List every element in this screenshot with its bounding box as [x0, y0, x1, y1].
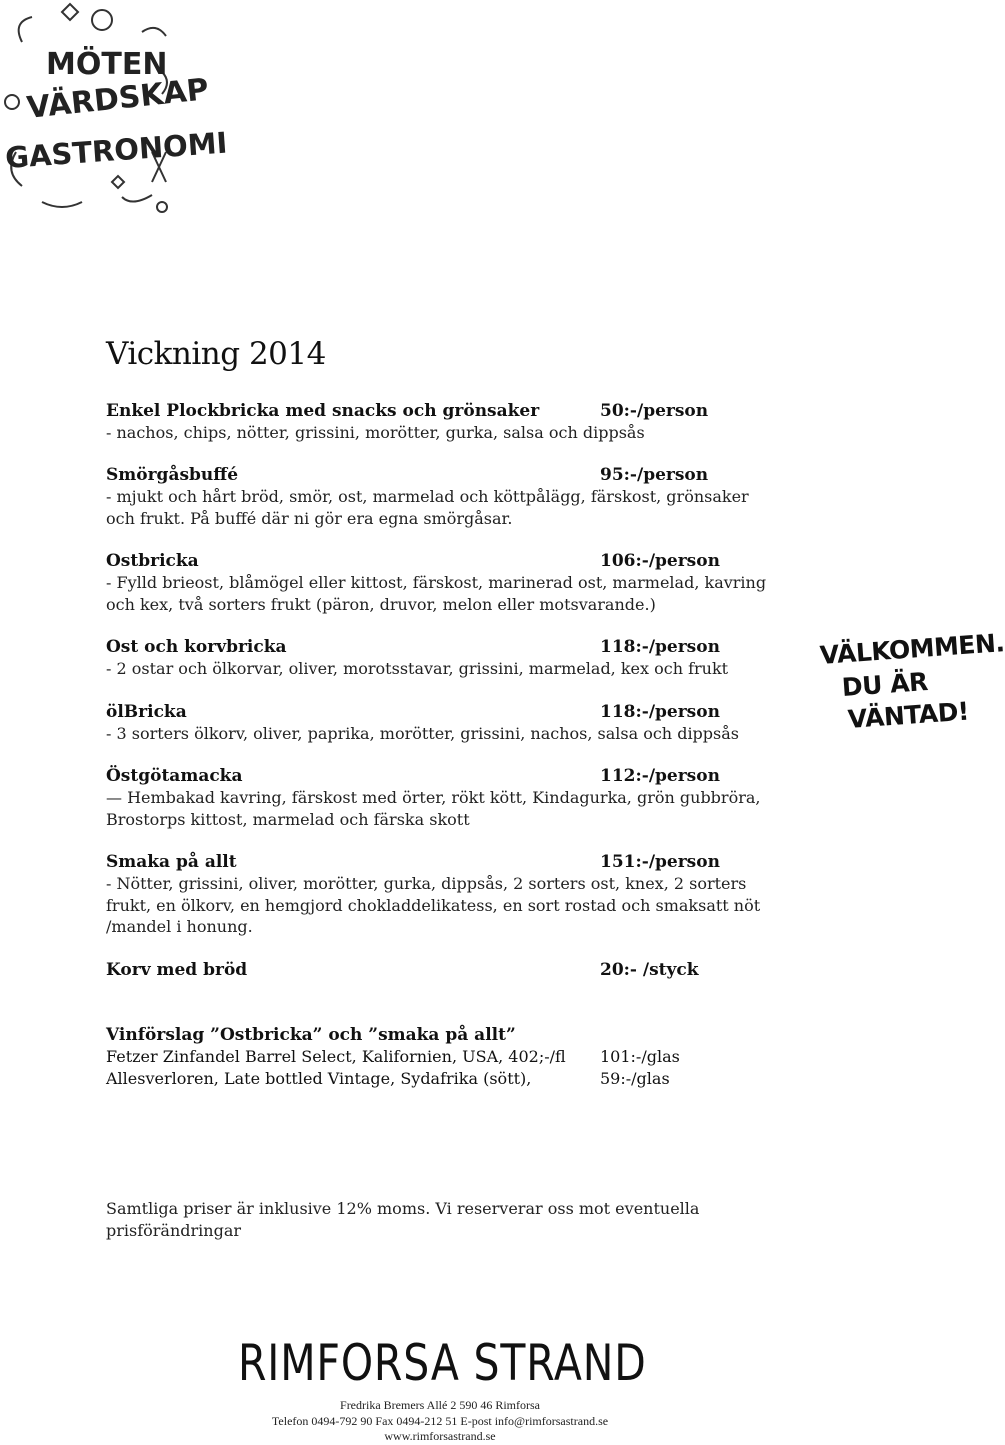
- menu-item-price: 50:-/person: [600, 401, 709, 421]
- page-title: Vickning 2014: [106, 336, 326, 372]
- menu-item-name: Korv med bröd: [106, 960, 248, 980]
- menu-item: [106, 636, 728, 680]
- menu-item-name: Östgötamacka: [106, 766, 243, 786]
- gastronomi-logo: [2, 2, 229, 214]
- menu-item-price: 95:-/person: [600, 465, 709, 485]
- footer-contact: [240, 1398, 640, 1445]
- footer-address: Fredrika Bremers Allé 2 590 46 Rimforsa: [340, 1398, 540, 1412]
- menu-item-price: 20:- /styck: [600, 960, 699, 980]
- menu-item-name: ölBricka: [106, 702, 187, 722]
- menu-item-price: 118:-/person: [600, 637, 720, 657]
- footer-website: www.rimforsastrand.se: [384, 1429, 496, 1443]
- welcome-line-3: VÄNTAD!: [846, 696, 970, 734]
- menu-item-description: - 3 sorters ölkorv, oliver, paprika, morötter, grissini, nachos, salsa och dippsås: [106, 724, 739, 743]
- brand-wordmark: RIMFORSA STRAND: [238, 1334, 647, 1392]
- menu-item-price: 151:-/person: [600, 852, 720, 872]
- menu-item-price: 112:-/person: [600, 766, 720, 786]
- menu-item: [106, 400, 709, 444]
- menu-item-description: - mjukt och hårt bröd, smör, ost, marmelad och köttpålägg, färskost, grönsaker och frukt. På buffé där ni gör era egna smörgåsar.: [106, 487, 749, 528]
- wine-heading: Vinförslag ”Ostbricka” och ”smaka på allt”: [106, 1025, 516, 1045]
- menu-item-description: - 2 ostar och ölkorvar, oliver, morotsstavar, grissini, marmelad, kex och frukt: [106, 659, 729, 678]
- menu-item-name: Enkel Plockbricka med snacks och grönsaker: [106, 401, 540, 421]
- menu-item: [106, 550, 766, 615]
- logo-line-2: VÄRDSKAP: [25, 72, 211, 126]
- wine-row: [106, 1068, 806, 1090]
- menu-item-name: Ostbricka: [106, 551, 199, 571]
- menu-item-name: Smaka på allt: [106, 852, 237, 872]
- wine-price: 101:-/glas: [600, 1047, 680, 1066]
- logo-graphic: [2, 2, 229, 214]
- wine-row: [106, 1046, 806, 1068]
- welcome-line-2: DU ÄR: [840, 667, 929, 702]
- wine-price: 59:-/glas: [600, 1069, 670, 1088]
- wine-name: Allesverloren, Late bottled Vintage, Sydafrika (sött),: [106, 1069, 532, 1088]
- menu-item: [106, 765, 760, 830]
- menu-item: [106, 851, 760, 938]
- menu-item: [106, 701, 739, 745]
- menu-item-description: - nachos, chips, nötter, grissini, morötter, gurka, salsa och dippsås: [106, 423, 645, 442]
- price-note: Samtliga priser är inklusive 12% moms. Vi reserverar oss mot eventuella prisförändringar: [106, 1199, 700, 1240]
- logo-line-1: MÖTEN: [46, 47, 168, 82]
- menu-item-description: - Fylld brieost, blåmögel eller kittost, färskost, marinerad ost, marmelad, kavring och kex, två sorters frukt (päron, druvor, melon eller motsvarande.): [106, 573, 767, 614]
- menu-item: [106, 464, 749, 529]
- footer-phone-email: Telefon 0494-792 90 Fax 0494-212 51 E-post info@rimforsastrand.se: [271, 1413, 609, 1428]
- menu-item-price: 106:-/person: [600, 551, 720, 571]
- welcome-stamp: [818, 628, 1005, 750]
- wine-name: Fetzer Zinfandel Barrel Select, Kalifornien, USA, 402;-/fl: [106, 1047, 566, 1066]
- menu-item-description: - Nötter, grissini, oliver, morötter, gurka, dippsås, 2 sorters ost, knex, 2 sorters frukt, en ölkorv, en hemgjord chokladdelikatess, en sort rostad och smaksatt nöt /mandel i honung.: [106, 874, 761, 936]
- welcome-line-1: VÄLKOMMEN.: [818, 628, 1005, 670]
- logo-line-3: GASTRONOMI: [4, 125, 229, 175]
- menu-item-name: Ost och korvbricka: [106, 637, 287, 657]
- menu-item-description: — Hembakad kavring, färskost med örter, rökt kött, Kindagurka, grön gubbröra, Brostorps kittost, marmelad och färska skott: [106, 788, 761, 829]
- menu-item-price: 118:-/person: [600, 702, 720, 722]
- wine-suggestions: [106, 1024, 806, 1090]
- menu-item-name: Smörgåsbuffé: [106, 465, 239, 485]
